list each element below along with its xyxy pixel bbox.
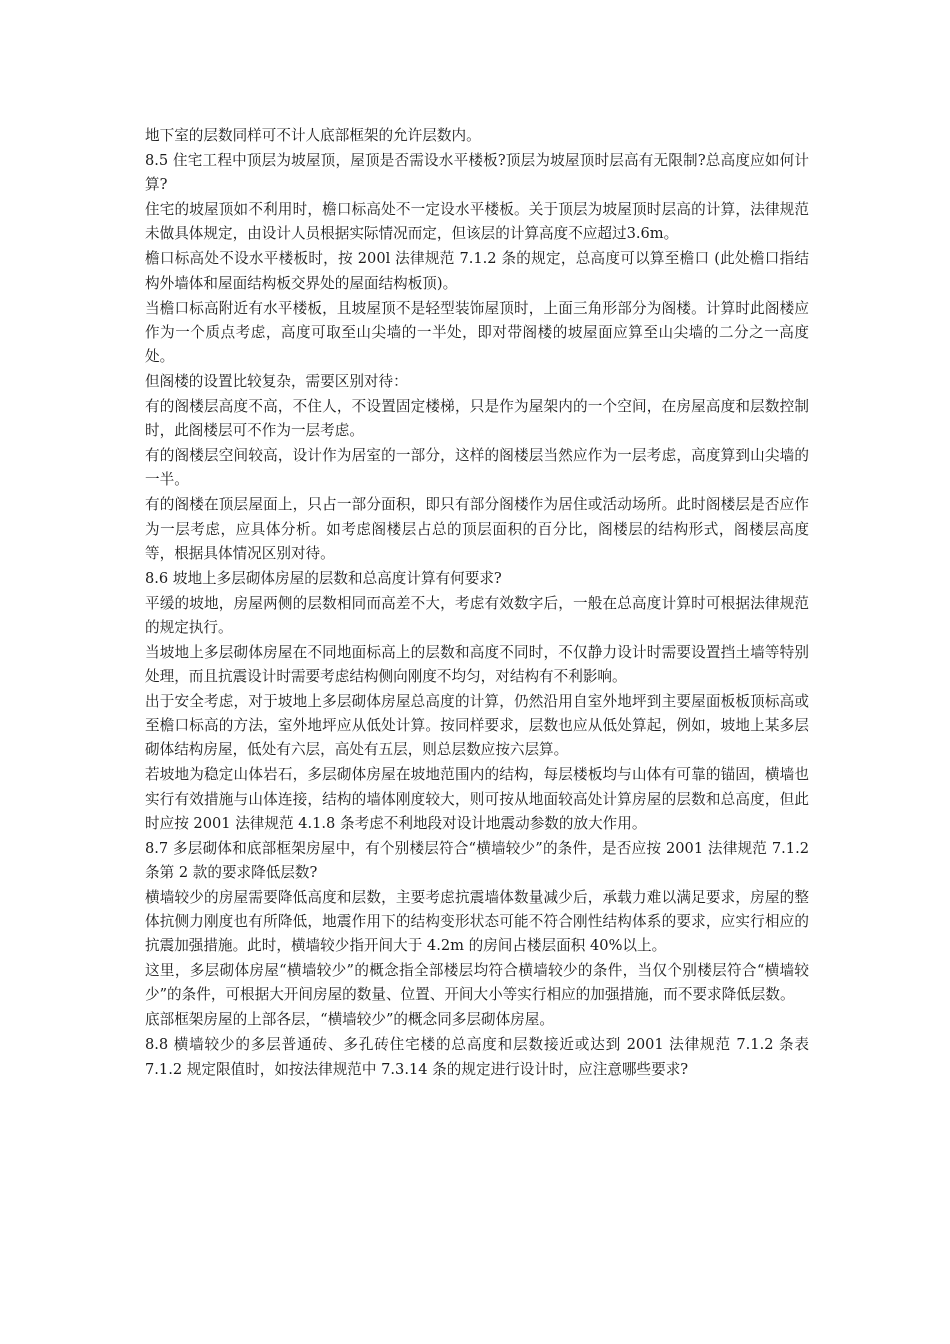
- question-8-8: 8.8 横墙较少的多层普通砖、多孔砖住宅楼的总高度和层数接近或达到 2001 法律规范 7.1.2 条表 7.1.2 规定限值时，如按法律规范中 7.3.14 条的规定进行设计时，应注意哪些要求?: [145, 1036, 809, 1078]
- paragraph: 檐口标高处不设水平楼板时，按 200l 法律规范 7.1.2 条的规定，总高度可以算至檐口 (此处檐口指结构外墙体和屋面结构板交界处的屋面结构板顶)。: [145, 250, 809, 292]
- question-8-5: 8.5 住宅工程中顶层为坡屋顶，屋顶是否需设水平楼板?顶层为坡屋顶时层高有无限制?总高度应如何计算?: [145, 152, 809, 194]
- paragraph: 底部框架房屋的上部各层，“横墙较少”的概念同多层砌体房屋。: [145, 1011, 554, 1029]
- paragraph: 出于安全考虑，对于坡地上多层砌体房屋总高度的计算，仍然沿用自室外地坪到主要屋面板板顶标高或至檐口标高的方法，室外地坪应从低处计算。按同样要求，层数也应从低处算起，例如，坡地上某多层砌体结构房屋，低处有六层，高处有五层，则总层数应按六层算。: [145, 693, 809, 759]
- paragraph-basement-note: 地下室的层数同样可不计人底部框架的允许层数内。: [145, 127, 481, 144]
- question-8-6: 8.6 坡地上多层砌体房屋的层数和总高度计算有何要求?: [145, 569, 502, 587]
- paragraph: 当坡地上多层砌体房屋在不同地面标高上的层数和高度不同时，不仅静力设计时需要设置挡土墙等特别处理，而且抗震设计时需要考虑结构侧向刚度不均匀，对结构有不利影响。: [145, 643, 809, 686]
- paragraph: 平缓的坡地，房屋两侧的层数相同而高差不大，考虑有效数字后，一般在总高度计算时可根据法律规范的规定执行。: [145, 594, 809, 636]
- paragraph: 有的阁楼层高度不高，不住人，不设置固定楼梯，只是作为屋架内的一个空间，在房屋高度和层数控制时，此阁楼层可不作为一层考虑。: [145, 398, 809, 440]
- paragraph: 有的阁楼层空间较高，设计作为居室的一部分，这样的阁楼层当然应作为一层考虑，高度算到山尖墙的一半。: [145, 447, 809, 489]
- paragraph: 但阁楼的设置比较复杂，需要区别对待：: [145, 372, 408, 390]
- paragraph: 当檐口标高附近有水平楼板，且坡屋顶不是轻型装饰屋顶时，上面三角形部分为阁楼。计算时此阁楼应作为一个质点考虑，高度可取至山尖墙的一半处，即对带阁楼的坡屋面应算至山尖墙的二分之一高度处。: [145, 299, 809, 365]
- paragraph: 住宅的坡屋顶如不利用时，檐口标高处不一定设水平楼板。关于顶层为坡屋顶时层高的计算，法律规范未做具体规定，由设计人员根据实际情况而定，但该层的计算高度不应超过3.6m。: [145, 201, 809, 243]
- paragraph: 这里，多层砌体房屋“横墙较少”的概念指全部楼层均符合横墙较少的条件，当仅个别楼层符合“横墙较少”的条件，可根据大开间房屋的数量、位置、开间大小等实行相应的加强措施，而不要求降低层数。: [145, 962, 809, 1004]
- paragraph: 有的阁楼在顶层屋面上，只占一部分面积，即只有部分阁楼作为居住或活动场所。此时阁楼层是否应作为一层考虑，应具体分析。如考虑阁楼层占总的顶层面积的百分比，阁楼层的结构形式，阁楼层高度等，根据具体情况区别对待。: [145, 496, 809, 562]
- question-8-7: 8.7 多层砌体和底部框架房屋中，有个别楼层符合“横墙较少”的条件，是否应按 2001 法律规范 7.1.2 条第 2 款的要求降低层数?: [145, 839, 809, 881]
- paragraph: 若坡地为稳定山体岩石，多层砌体房屋在坡地范围内的结构，每层楼板均与山体有可靠的锚固，横墙也实行有效措施与山体连接，结构的墙体刚度较大，则可按从地面较高处计算房屋的层数和总高度，但此时应按 2001 法律规范 4.1.8 条考虑不利地段对设计地震动参数的放大作用。: [145, 766, 809, 832]
- paragraph: 横墙较少的房屋需要降低高度和层数，主要考虑抗震墙体数量减少后，承载力难以满足要求，房屋的整体抗侧力刚度也有所降低，地震作用下的结构变形状态可能不符合刚性结构体系的要求，应实行相应的抗震加强措施。此时，横墙较少指开间大于 4.2m 的房间占楼层面积 40%以上。: [145, 888, 809, 955]
- document-body: [145, 124, 809, 1082]
